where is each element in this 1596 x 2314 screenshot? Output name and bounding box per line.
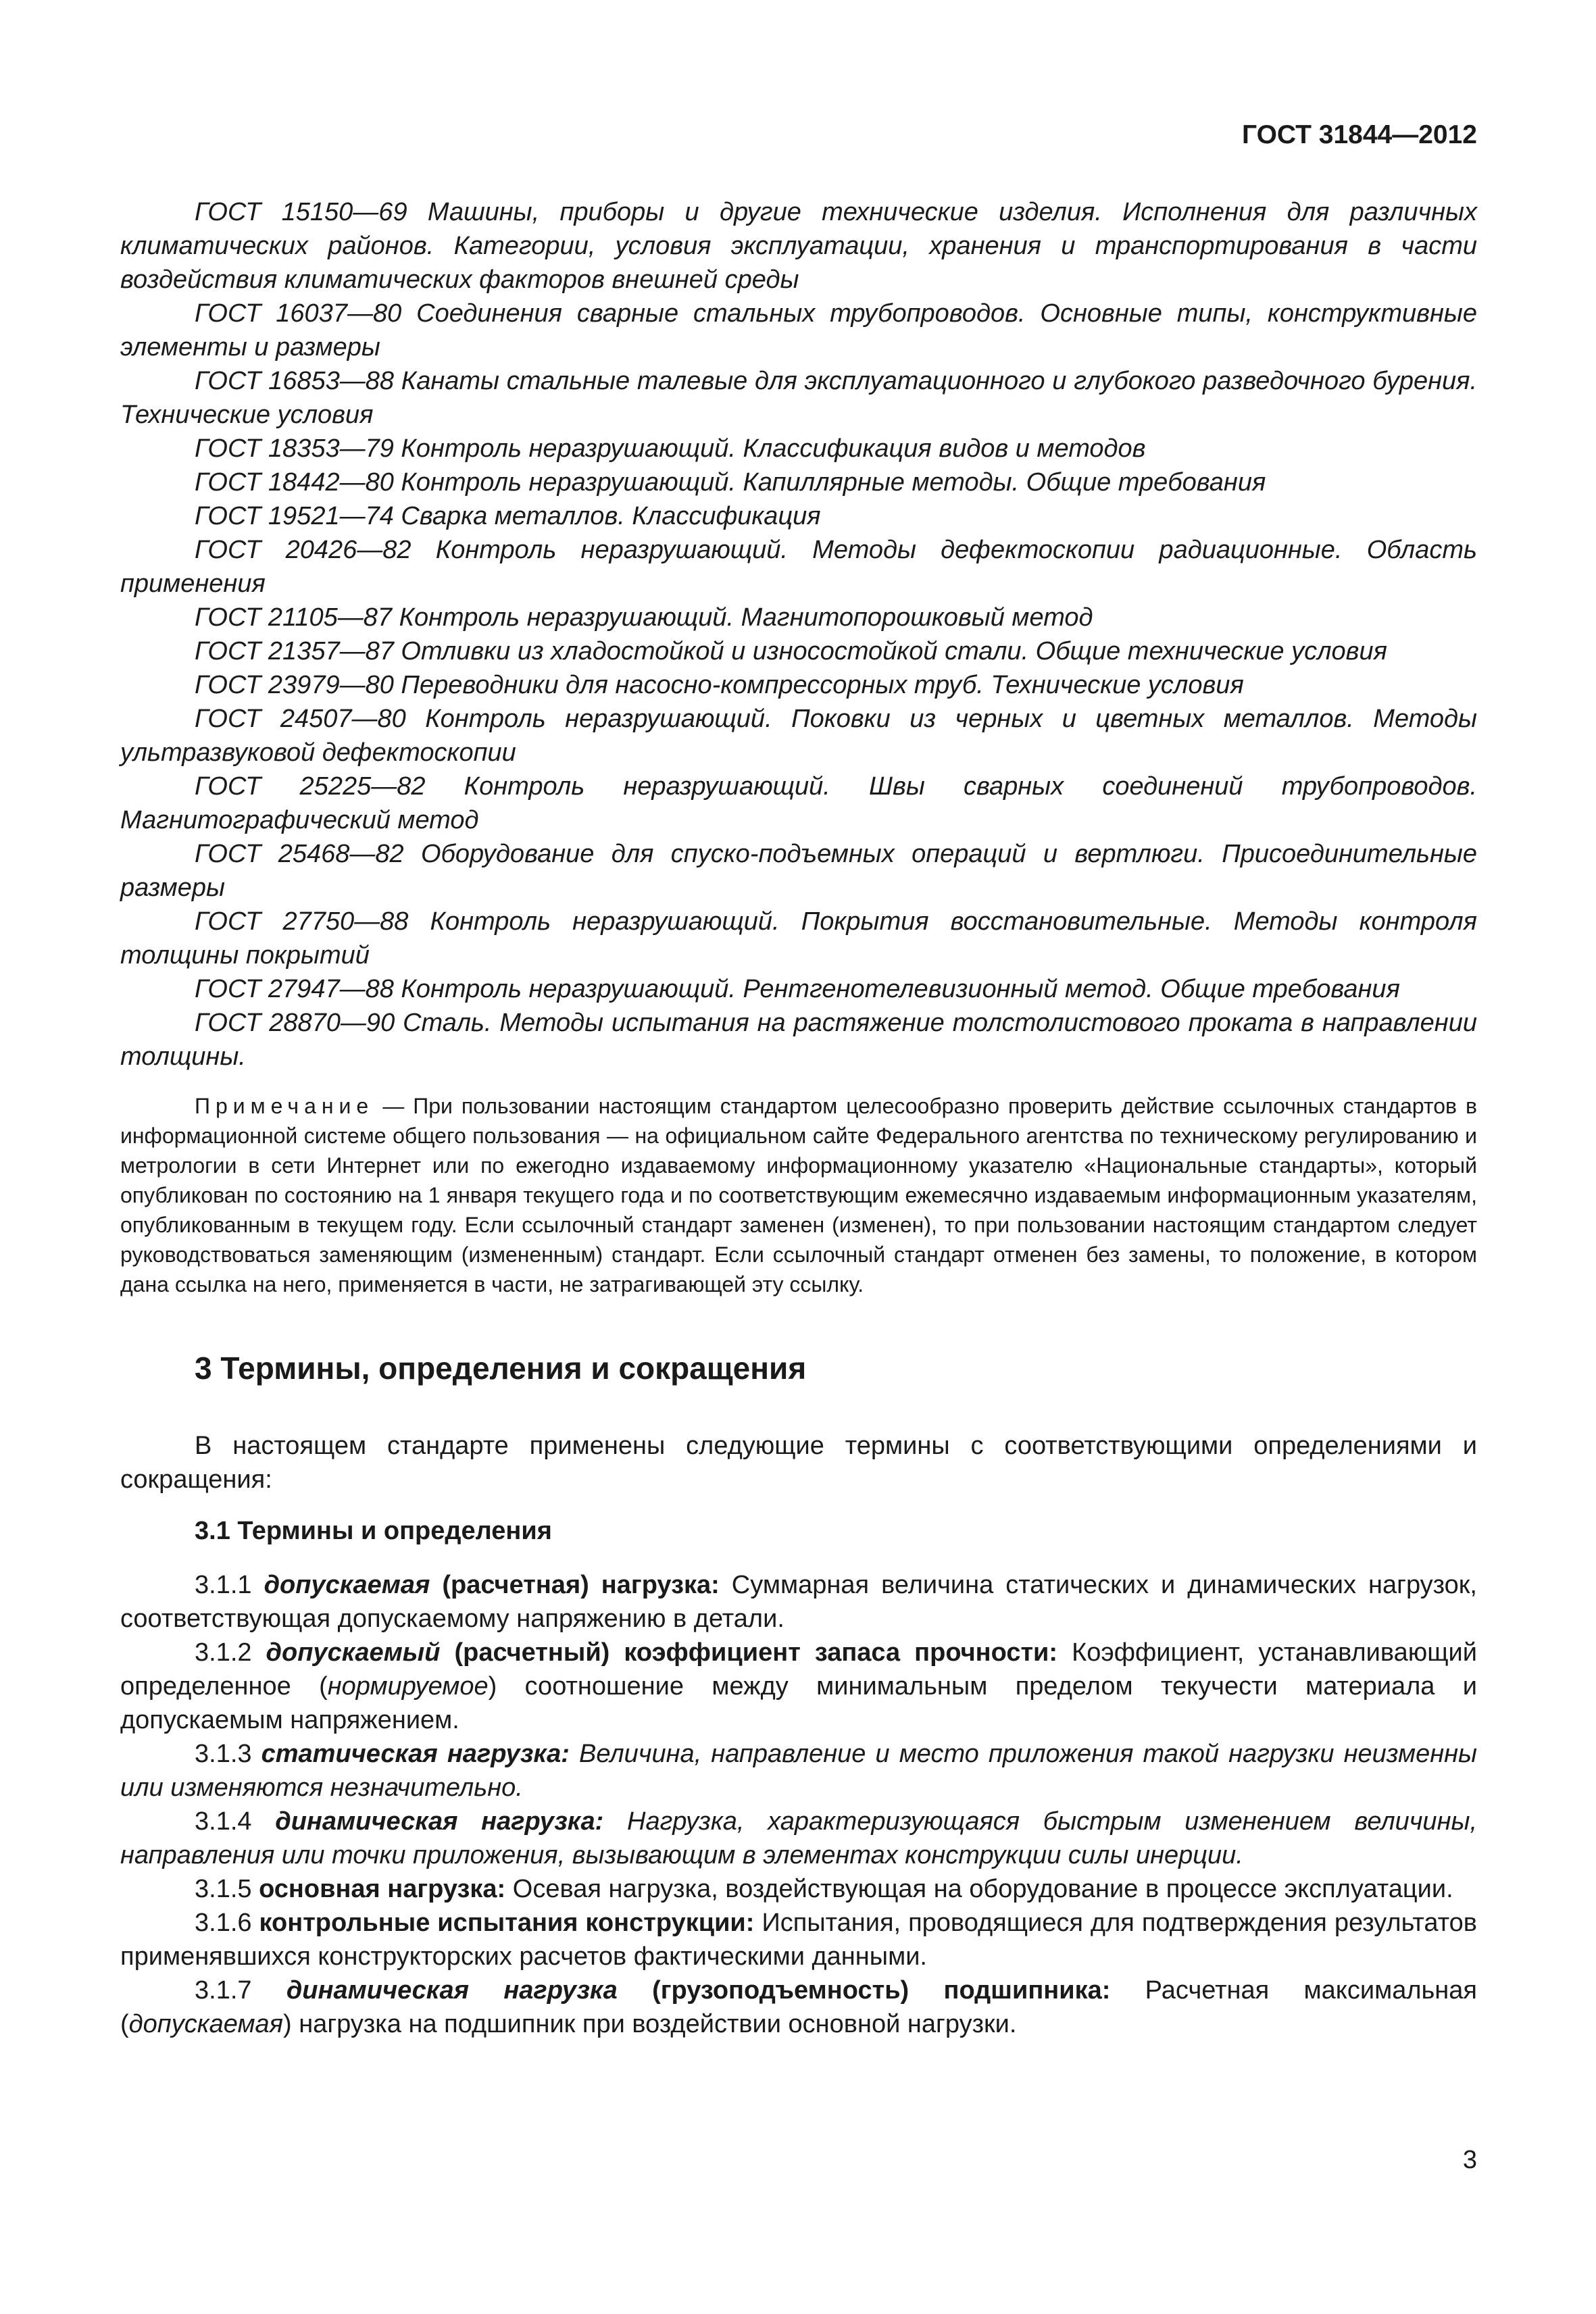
term-definition-text: Расчетная максимальная ( [120, 1976, 1477, 2038]
term-name: допускаемый [266, 1638, 441, 1667]
term-definition [120, 1568, 1477, 1636]
term-name: допускаемая [264, 1571, 430, 1599]
document-page [120, 0, 1477, 2314]
section-intro: В настоящем стандарте применены следующие термины с соответствующими определениями и сокращения: [120, 1432, 1477, 1494]
reference-item: ГОСТ 28870—90 Сталь. Методы испытания на растяжение толстолистового проката в направлении толщины. [120, 1009, 1477, 1071]
reference-item: ГОСТ 25225—82 Контроль неразрушающий. Швы сварных соединений трубопроводов. Магнитографический метод [120, 772, 1477, 834]
term-name: динамическая нагрузка: [275, 1807, 604, 1836]
term-definition-text: ) соотношение между минимальным пределом текучести материала и допускаемым напряжением. [120, 1672, 1478, 1734]
document-body [120, 195, 1477, 2041]
normative-references-list [120, 195, 1477, 1074]
term-name: статическая нагрузка: [261, 1740, 570, 1768]
term-definition-text: Величина, направление и место приложения такой нагрузки неизменны или изменяются незначительно. [120, 1740, 1477, 1802]
reference-item: ГОСТ 27750—88 Контроль неразрушающий. Покрытия восстановительные. Методы контроля толщины покрытий [120, 907, 1477, 970]
term-definition [120, 1973, 1477, 2041]
page-number: 3 [1462, 2146, 1477, 2174]
section-heading: 3 Термины, определения и сокращения [195, 1351, 807, 1386]
reference-item: ГОСТ 23979—80 Переводники для насосно-компрессорных труб. Технические условия [195, 671, 1244, 699]
term-definition-text: ) нагрузка на подшипник при воздействии основной нагрузки. [282, 2010, 1017, 2038]
term-number: 3.1.3 [195, 1740, 261, 1768]
note-text: — При пользовании настоящим стандартом целесообразно проверить действие ссылочных стандартов в информационной системе общего пользования — на официальном сайте Федерального агентства по техническому регулированию и метрологии в сети Интернет или по ежегодно издаваемому информационному указателю «Национальные стандарты», который опубликован по состоянию на 1 января текущего года и по соответствующим ежемесячно издаваемым информационным указателям, опубликованным в текущем году. Если ссылочный стандарт заменен (изменен), то при пользовании настоящим стандартом следует руководствоваться заменяющим (измененным) стандарт. Если ссылочный стандарт отменен без замены, то положение, в котором дана ссылка на него, применяется в части, не затрагивающей эту ссылку. [120, 1094, 1477, 1297]
document-id-header: ГОСТ 31844—2012 [1242, 120, 1477, 149]
subsection-heading: 3.1 Термины и определения [195, 1517, 552, 1545]
reference-item: ГОСТ 20426—82 Контроль неразрушающий. Методы дефектоскопии радиационные. Область применения [120, 536, 1477, 598]
reference-item: ГОСТ 25468—82 Оборудование для спуско-подъемных операций и вертлюги. Присоединительные размеры [120, 840, 1477, 902]
reference-item: ГОСТ 19521—74 Сварка металлов. Классификация [195, 502, 821, 530]
term-name-rest: (расчетная) нагрузка: [430, 1571, 720, 1599]
note-label: Примечание [195, 1094, 374, 1118]
reference-item: ГОСТ 15150—69 Машины, приборы и другие технические изделия. Исполнения для различных климатических районов. Категории, условия эксплуатации, хранения и транспортирования в части воздействия климатических факторов внешней среды [120, 198, 1477, 294]
term-number: 3.1.2 [195, 1638, 266, 1667]
term-number: 3.1.4 [195, 1807, 276, 1836]
term-name-rest: (расчетный) коэффициент запаса прочности: [440, 1638, 1058, 1667]
term-definition [120, 1636, 1477, 1737]
term-definition [120, 1737, 1477, 1805]
reference-item: ГОСТ 16853—88 Канаты стальные талевые для эксплуатационного и глубокого разведочного бурения. Технические условия [120, 367, 1477, 429]
reference-item: ГОСТ 18442—80 Контроль неразрушающий. Капиллярные методы. Общие требования [195, 468, 1266, 497]
reference-item: ГОСТ 24507—80 Контроль неразрушающий. Поковки из черных и цветных металлов. Методы ультразвуковой дефектоскопии [120, 705, 1477, 767]
term-name: контрольные испытания конструкции: [259, 1909, 755, 1937]
term-definition-text: Коэффициент, устанавливающий определенное ( [120, 1638, 1477, 1701]
term-name: динамическая нагрузка [286, 1976, 618, 2005]
term-definition-text: Осевая нагрузка, воздействующая на оборудование в процессе эксплуатации. [505, 1875, 1453, 1903]
reference-item: ГОСТ 16037—80 Соединения сварные стальных трубопроводов. Основные типы, конструктивные элементы и размеры [120, 299, 1477, 361]
reference-item: ГОСТ 27947—88 Контроль неразрушающий. Рентгенотелевизионный метод. Общие требования [195, 975, 1400, 1003]
term-definition-text: Нагрузка, характеризующаяся быстрым изменением величины, направления или точки приложения, вызывающим в элементах конструкции силы инерции. [120, 1807, 1477, 1869]
note-paragraph [120, 1091, 1477, 1299]
term-definition [120, 1906, 1477, 1973]
term-number: 3.1.1 [195, 1571, 264, 1599]
term-name: основная нагрузка: [259, 1875, 506, 1903]
term-definition [120, 1805, 1477, 1872]
term-number: 3.1.5 [195, 1875, 259, 1903]
term-definition-italic: допускаемая [128, 2010, 283, 2038]
reference-item: ГОСТ 21105—87 Контроль неразрушающий. Магнитопорошковый метод [195, 603, 1093, 632]
reference-item: ГОСТ 18353—79 Контроль неразрушающий. Классификация видов и методов [195, 434, 1146, 463]
term-number: 3.1.7 [195, 1976, 286, 2005]
term-number: 3.1.6 [195, 1909, 259, 1937]
reference-item: ГОСТ 21357—87 Отливки из хладостойкой и износостойкой стали. Общие технические условия [195, 637, 1387, 665]
term-definition-italic: нормируемое [327, 1672, 489, 1701]
term-definition [120, 1872, 1477, 1906]
term-definition-text: Суммарная величина статических и динамических нагрузок, соответствующая допускаемому напряжению в детали. [120, 1571, 1477, 1633]
term-definition-text: Испытания, проводящиеся для подтверждения результатов применявшихся конструкторских расчетов фактическими данными. [120, 1909, 1477, 1971]
term-name-rest: (грузоподъемность) подшипника: [617, 1976, 1111, 2005]
